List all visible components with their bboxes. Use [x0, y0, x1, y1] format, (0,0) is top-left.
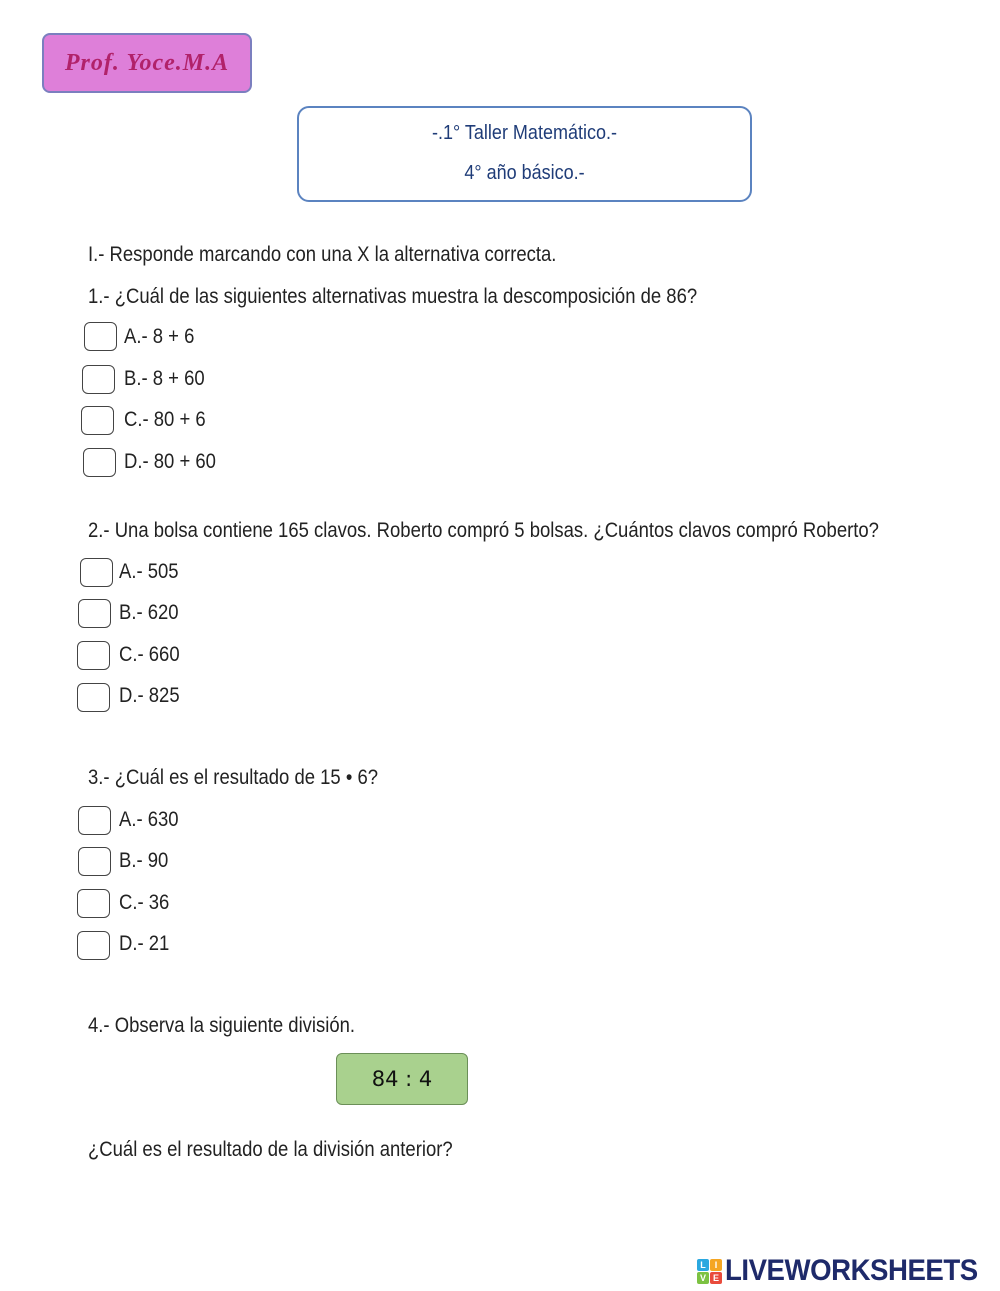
question-3-option-a-checkbox[interactable] — [78, 806, 111, 835]
question-3-option-d-label: D.- 21 — [119, 932, 170, 955]
author-label: Prof. Yoce.M.A — [42, 33, 252, 93]
question-1-option-c-checkbox[interactable] — [81, 406, 114, 435]
logo-letter-v: V — [697, 1272, 709, 1284]
liveworksheets-logo — [697, 1254, 1000, 1288]
question-3-option-c-checkbox[interactable] — [77, 889, 110, 918]
question-3-option-c-label: C.- 36 — [119, 891, 170, 914]
question-1-option-d-checkbox[interactable] — [83, 448, 116, 477]
liveworksheets-logo-text: LIVEWORKSHEETS — [725, 1254, 978, 1287]
question-1-option-b-checkbox[interactable] — [82, 365, 115, 394]
question-2-option-c-checkbox[interactable] — [77, 641, 110, 670]
question-3-option-b-checkbox[interactable] — [78, 847, 111, 876]
worksheet-grade: 4° año básico.- — [464, 162, 585, 184]
question-3-option-a-label: A.- 630 — [119, 808, 179, 831]
question-1-option-a-label: A.- 8 + 6 — [124, 325, 195, 348]
worksheet-title: -.1° Taller Matemático.- — [432, 122, 617, 144]
question-2-option-c-label: C.- 660 — [119, 643, 180, 666]
question-1-option-b-label: B.- 8 + 60 — [124, 367, 205, 390]
question-2-option-b-checkbox[interactable] — [78, 599, 111, 628]
logo-letter-e: E — [710, 1272, 722, 1284]
question-3-option-b-label: B.- 90 — [119, 849, 169, 872]
question-3-text: 3.- ¿Cuál es el resultado de 15 • 6? — [88, 766, 379, 789]
question-2-option-a-checkbox[interactable] — [80, 558, 113, 587]
question-2-option-d-label: D.- 825 — [119, 684, 180, 707]
question-1-option-d-label: D.- 80 + 60 — [124, 450, 216, 473]
question-2-option-b-label: B.- 620 — [119, 601, 179, 624]
question-2-option-d-checkbox[interactable] — [77, 683, 110, 712]
logo-letter-l: L — [697, 1259, 709, 1271]
question-2-text: 2.- Una bolsa contiene 165 clavos. Roberto compró 5 bolsas. ¿Cuántos clavos compró Roberto? — [88, 519, 879, 542]
division-expression-box: 84 : 4 — [336, 1053, 468, 1105]
question-1-option-a-checkbox[interactable] — [84, 322, 117, 351]
question-1-text: 1.- ¿Cuál de las siguientes alternativas muestra la descomposición de 86? — [88, 285, 698, 308]
worksheet-title-box — [297, 106, 752, 202]
question-2-option-a-label: A.- 505 — [119, 560, 179, 583]
question-1-option-c-label: C.- 80 + 6 — [124, 408, 206, 431]
question-4-text: 4.- Observa la siguiente división. — [88, 1014, 356, 1037]
logo-letter-i: I — [710, 1259, 722, 1271]
question-4-followup: ¿Cuál es el resultado de la división anterior? — [88, 1138, 453, 1161]
instructions: I.- Responde marcando con una X la alternativa correcta. — [88, 243, 557, 266]
liveworksheets-logo-icon — [697, 1259, 722, 1284]
question-3-option-d-checkbox[interactable] — [77, 931, 110, 960]
